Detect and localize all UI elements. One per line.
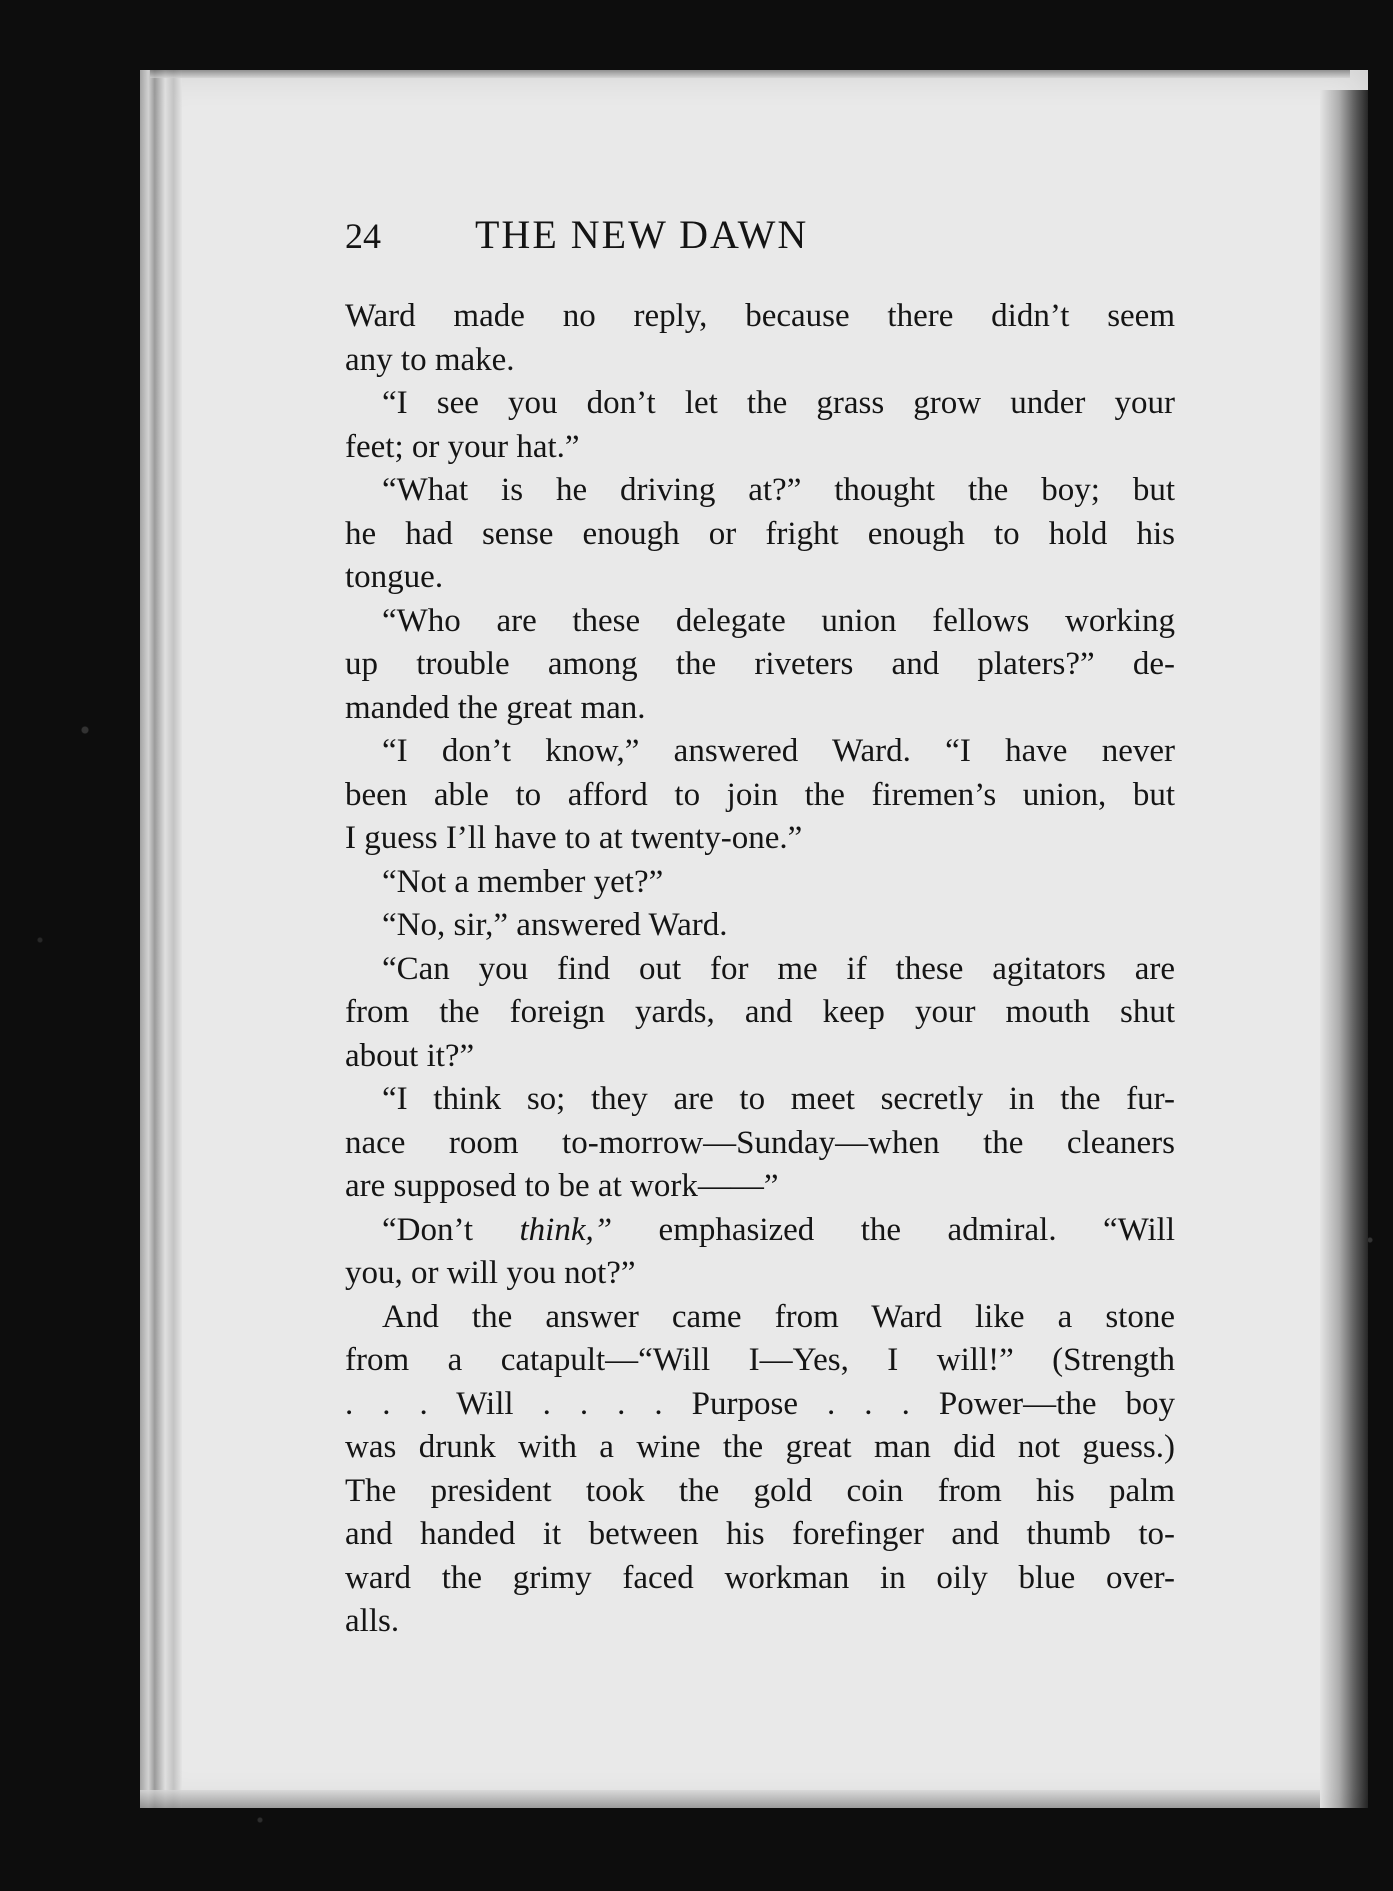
text-line: “What is he driving at?” thought the boy; but	[382, 472, 1175, 508]
italic-emphasis: think,”	[519, 1211, 613, 1248]
text-line: “No, sir,” answered Ward.	[382, 907, 728, 943]
text-line: any to make.	[345, 341, 515, 378]
text-line: “I think so; they are to meet secretly in the fur-	[382, 1081, 1175, 1117]
book-gutter-edge	[1320, 90, 1368, 1808]
text-run: “Don’t	[382, 1211, 520, 1248]
page-bottom-edge	[140, 1790, 1368, 1808]
text-line: . . . Will . . . . Purpose . . . Power—the boy	[345, 1385, 1175, 1422]
text-line: are supposed to be at work——”	[345, 1168, 779, 1204]
text-line: I guess I’ll have to at twenty-one.”	[345, 820, 803, 856]
text-line: nace room to-morrow—Sunday—when the cleaners	[345, 1124, 1175, 1161]
running-title: THE NEW DAWN	[475, 212, 809, 257]
text-line: he had sense enough or fright enough to hold his	[345, 515, 1175, 552]
text-line: manded the great man.	[345, 689, 646, 726]
text-line: you, or will you not?”	[345, 1255, 636, 1291]
text-line: about it?”	[345, 1037, 475, 1074]
text-line: tongue.	[345, 559, 444, 595]
body-text	[345, 295, 1175, 1644]
text-line: Ward made no reply, because there didn’t seem	[345, 298, 1175, 334]
text-line: “Who are these delegate union fellows working	[382, 602, 1175, 639]
text-line: from the foreign yards, and keep your mouth shut	[345, 994, 1175, 1030]
text-line: from a catapult—“Will I—Yes, I will!” (Strength	[345, 1342, 1175, 1378]
text-line: “I don’t know,” answered Ward. “I have never	[382, 733, 1175, 769]
text-line: “Not a member yet?”	[382, 863, 664, 900]
text-run: emphasized the admiral. “Will	[612, 1211, 1175, 1248]
text-line: and handed it between his forefinger and thumb to-	[345, 1516, 1175, 1552]
text-line: was drunk with a wine the great man did not guess.)	[345, 1429, 1175, 1465]
text-line: feet; or your hat.”	[345, 428, 580, 465]
page-number: 24	[345, 216, 381, 256]
text-line: been able to afford to join the firemen’s union, but	[345, 776, 1175, 813]
text-line: The president took the gold coin from his palm	[345, 1472, 1175, 1509]
text-line: up trouble among the riveters and platers?” de-	[345, 646, 1175, 682]
page-top-edge	[150, 70, 1350, 78]
text-line: “I see you don’t let the grass grow under your	[382, 385, 1175, 421]
page-left-edge	[140, 70, 182, 1808]
text-line	[345, 1209, 1175, 1253]
text-line: And the answer came from Ward like a stone	[382, 1298, 1175, 1335]
text-line: alls.	[345, 1603, 400, 1639]
text-line: ward the grimy faced workman in oily blue over-	[345, 1559, 1175, 1596]
text-line: “Can you find out for me if these agitators are	[382, 950, 1175, 987]
running-head	[345, 212, 955, 275]
